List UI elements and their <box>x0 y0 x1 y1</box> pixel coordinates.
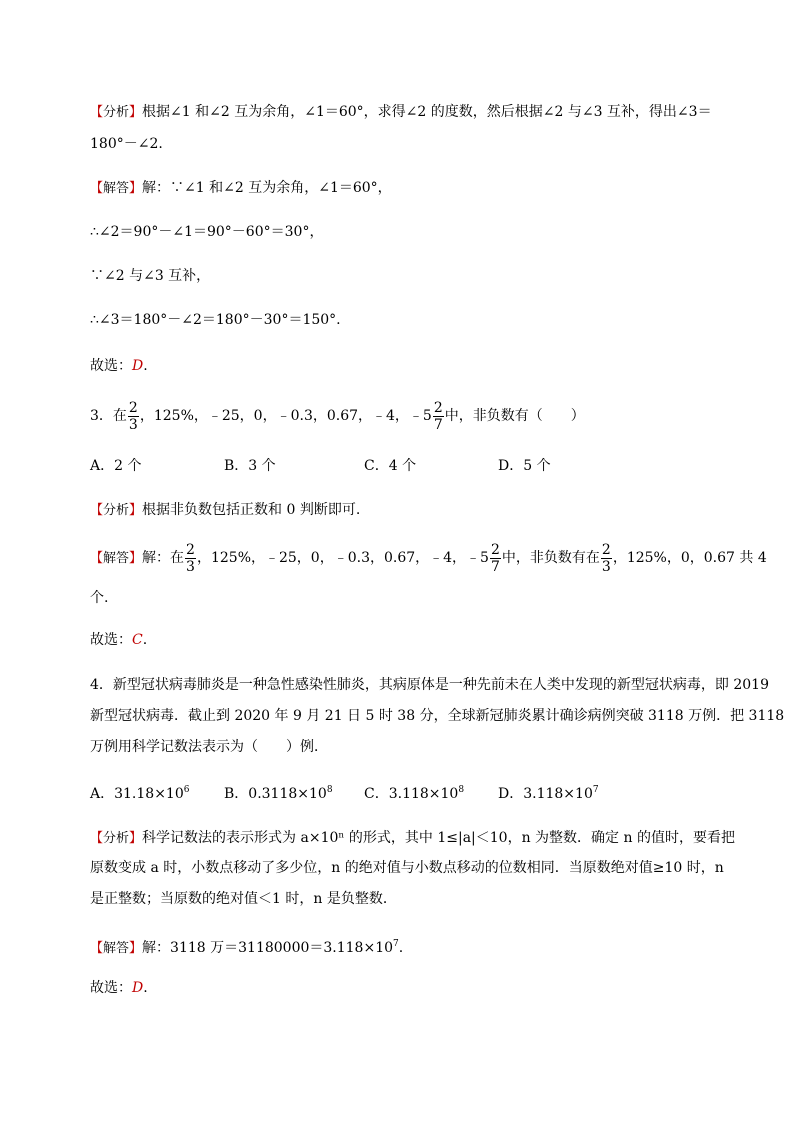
q2-analysis-line1: 【分析】根据∠1 和∠2 互为余角，∠1＝60°，求得∠2 的度数，然后根据∠2 与∠3 互补，得出∠3＝ <box>90 104 712 120</box>
answer-tag: 【解答】 <box>90 181 143 196</box>
fraction: $\frac{2}{3}$ <box>186 541 195 575</box>
q3-option-a: A．2 个 <box>90 458 142 474</box>
q4-stem-line2: 新型冠状病毒．截止到 2020 年 9 月 21 日 5 时 38 分，全球新冠肺炎累计确诊病例突破 3118 万例．把 3118 <box>90 708 785 724</box>
fraction: $\frac{2}{7}$ <box>490 541 500 575</box>
q3-option-c: C．4 个 <box>364 458 417 474</box>
q3-option-d: D．5 个 <box>498 458 551 474</box>
q3-option-b: B．3 个 <box>224 458 276 474</box>
q2-answer-line3: ∵∠2 与∠3 互补， <box>90 268 211 284</box>
answer-tag: 【解答】 <box>90 551 143 566</box>
fraction: $\frac{2}{3}$ <box>128 399 138 433</box>
q2-choice: 故选：D. <box>90 358 148 374</box>
q4-option-d: D．$3.118\times 10^7$ <box>498 785 599 802</box>
q2-analysis-line2: 180°－∠2. <box>90 136 163 152</box>
q3-stem: 3．在 $\frac{2}{3}$ ，125%，﹣25，0，﹣0.3，0.67，﹣4，﹣5 $\frac{2}{7}$ 中，非负数有（ ） <box>90 399 585 433</box>
analysis-tag: 【分析】 <box>90 831 143 846</box>
q4-stem-line1: 4．新型冠状病毒肺炎是一种急性感染性肺炎，其病原体是一种先前未在人类中发现的新型冠状病毒，即 2019 <box>90 677 769 693</box>
q4-choice: 故选：D. <box>90 980 148 996</box>
fraction: $\frac{2}{7}$ <box>433 399 443 433</box>
analysis-tag: 【分析】 <box>90 105 143 120</box>
q3-answer-line1: 【解答】解：在 $\frac{2}{3}$ ，125%，﹣25，0，﹣0.3，0.67，﹣4，﹣5 $\frac{2}{7}$ 中，非负数有在 $\frac{2}{3}$ ，125%，0，0.67 共 4 <box>90 541 767 575</box>
q4-option-c: C．$3.118\times 10^8$ <box>364 785 465 802</box>
q4-analysis-line2: 原数变成 a 时，小数点移动了多少位，n 的绝对值与小数点移动的位数相同．当原数绝对值≥10 时，n <box>90 860 724 876</box>
q2-answer-line2: ∴∠2＝90°－∠1＝90°－60°＝30°， <box>90 224 324 240</box>
fraction: $\frac{2}{3}$ <box>601 541 611 575</box>
q3-answer-line2: 个. <box>90 590 109 606</box>
answer-tag: 【解答】 <box>90 941 143 956</box>
q4-analysis-line3: 是正整数；当原数的绝对值＜1 时，n 是负整数． <box>90 891 397 907</box>
q3-analysis: 【分析】根据非负数包括正数和 0 判断即可. <box>90 502 361 518</box>
q3-choice: 故选：C. <box>90 632 148 648</box>
q4-stem-line3: 万例用科学记数法表示为（ ）例． <box>90 739 328 755</box>
analysis-tag: 【分析】 <box>90 503 143 518</box>
q4-answer: 【解答】解：3118 万$=31180000=3.118\times 10^7$. <box>90 939 404 956</box>
q4-option-b: B．$0.3118\times 10^8$ <box>224 785 333 802</box>
q4-analysis-line1: 【分析】科学记数法的表示形式为 a×10ⁿ 的形式，其中 1≤|a|＜10，n 为整数．确定 n 的值时，要看把 <box>90 830 735 846</box>
q4-option-a: A．$31.18\times 10^6$ <box>90 785 190 802</box>
q2-answer-line1: 【解答】解：∵∠1 和∠2 互为余角，∠1＝60°， <box>90 180 392 196</box>
q2-answer-line4: ∴∠3＝180°－∠2＝180°－30°＝150°. <box>90 312 341 328</box>
